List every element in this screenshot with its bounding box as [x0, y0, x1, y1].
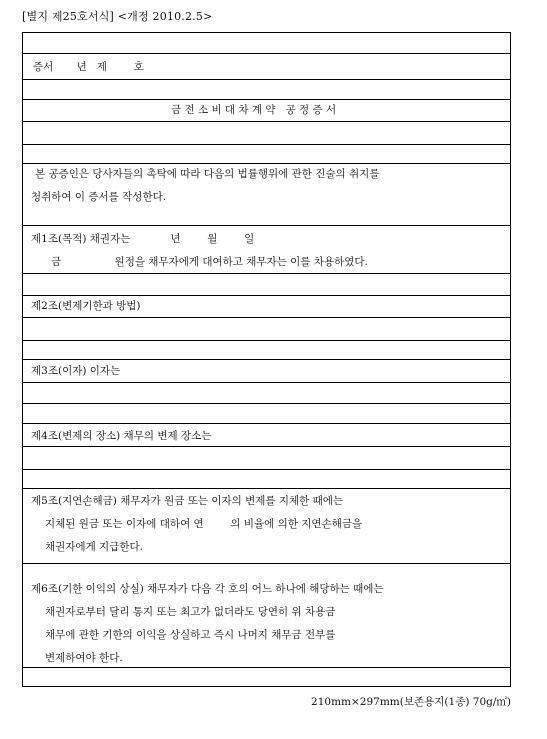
- article-1-line-1: 제1조(목적) 채권자는 년 월 일: [31, 233, 255, 245]
- article-6-line-1: 제6조(기한 이익의 상실) 채무자가 다음 각 호의 어느 하나에 해당하는 때에는: [31, 583, 384, 595]
- row-line: [23, 382, 510, 383]
- row-line: [23, 340, 510, 341]
- row-line: [23, 144, 510, 145]
- article-6-line-2: 채권자로부터 달리 통지 또는 최고가 없더라도 당연히 위 차용금: [45, 606, 336, 618]
- row-line: [23, 667, 510, 668]
- row-line: [23, 446, 510, 447]
- intro-line-1: 본 공증인은 당사자들의 촉탁에 따라 다음의 법률행위에 관한 진술의 취지를: [35, 168, 380, 180]
- row-line: [23, 359, 510, 360]
- row-line: [23, 273, 510, 274]
- row-line: [23, 423, 510, 424]
- row-line: [23, 53, 510, 54]
- article-4: 제4조(변제의 장소) 채무의 변제 장소는: [31, 430, 212, 442]
- form-header: [별지 제25호서식] <개정 2010.2.5>: [22, 10, 213, 23]
- article-5-line-1: 제5조(지연손해금) 채무자가 원금 또는 이자의 변제를 지체한 때에는: [31, 495, 344, 507]
- row-line: [23, 163, 510, 164]
- row-line: [23, 99, 510, 100]
- article-3: 제3조(이자) 이자는: [31, 365, 121, 377]
- article-6-line-4: 변제하여야 한다.: [45, 652, 123, 664]
- row-line: [23, 225, 510, 226]
- row-line: [23, 295, 510, 296]
- row-line: [23, 488, 510, 489]
- paper-spec-footer: 210mm×297mm(보존용지(1종) 70g/㎡): [311, 696, 511, 708]
- row-line: [23, 79, 510, 80]
- document-title: 금 전 소 비 대 차 계 약 공 정 증 서: [171, 104, 337, 116]
- notarial-deed-form: [22, 32, 511, 687]
- row-line: [23, 317, 510, 318]
- article-5-line-2: 지체된 원금 또는 이자에 대하여 연 의 비율에 의한 지연손해금을: [45, 518, 363, 530]
- row-line: [23, 121, 510, 122]
- article-6-line-3: 채무에 관한 기한의 이익을 상실하고 즉시 나머지 채무금 전부를: [45, 629, 336, 641]
- article-2: 제2조(변제기한과 방법): [31, 300, 141, 312]
- row-line: [23, 403, 510, 404]
- row-line: [23, 469, 510, 470]
- row-line: [23, 563, 510, 564]
- cert-number: 증서 년 제 호: [33, 61, 144, 73]
- article-5-line-3: 채권자에게 지급한다.: [45, 541, 143, 553]
- article-1-line-2: 금 원정을 채무자에게 대여하고 채무자는 이를 차용하였다.: [51, 256, 368, 268]
- intro-line-2: 청취하여 이 증서를 작성한다.: [31, 191, 167, 203]
